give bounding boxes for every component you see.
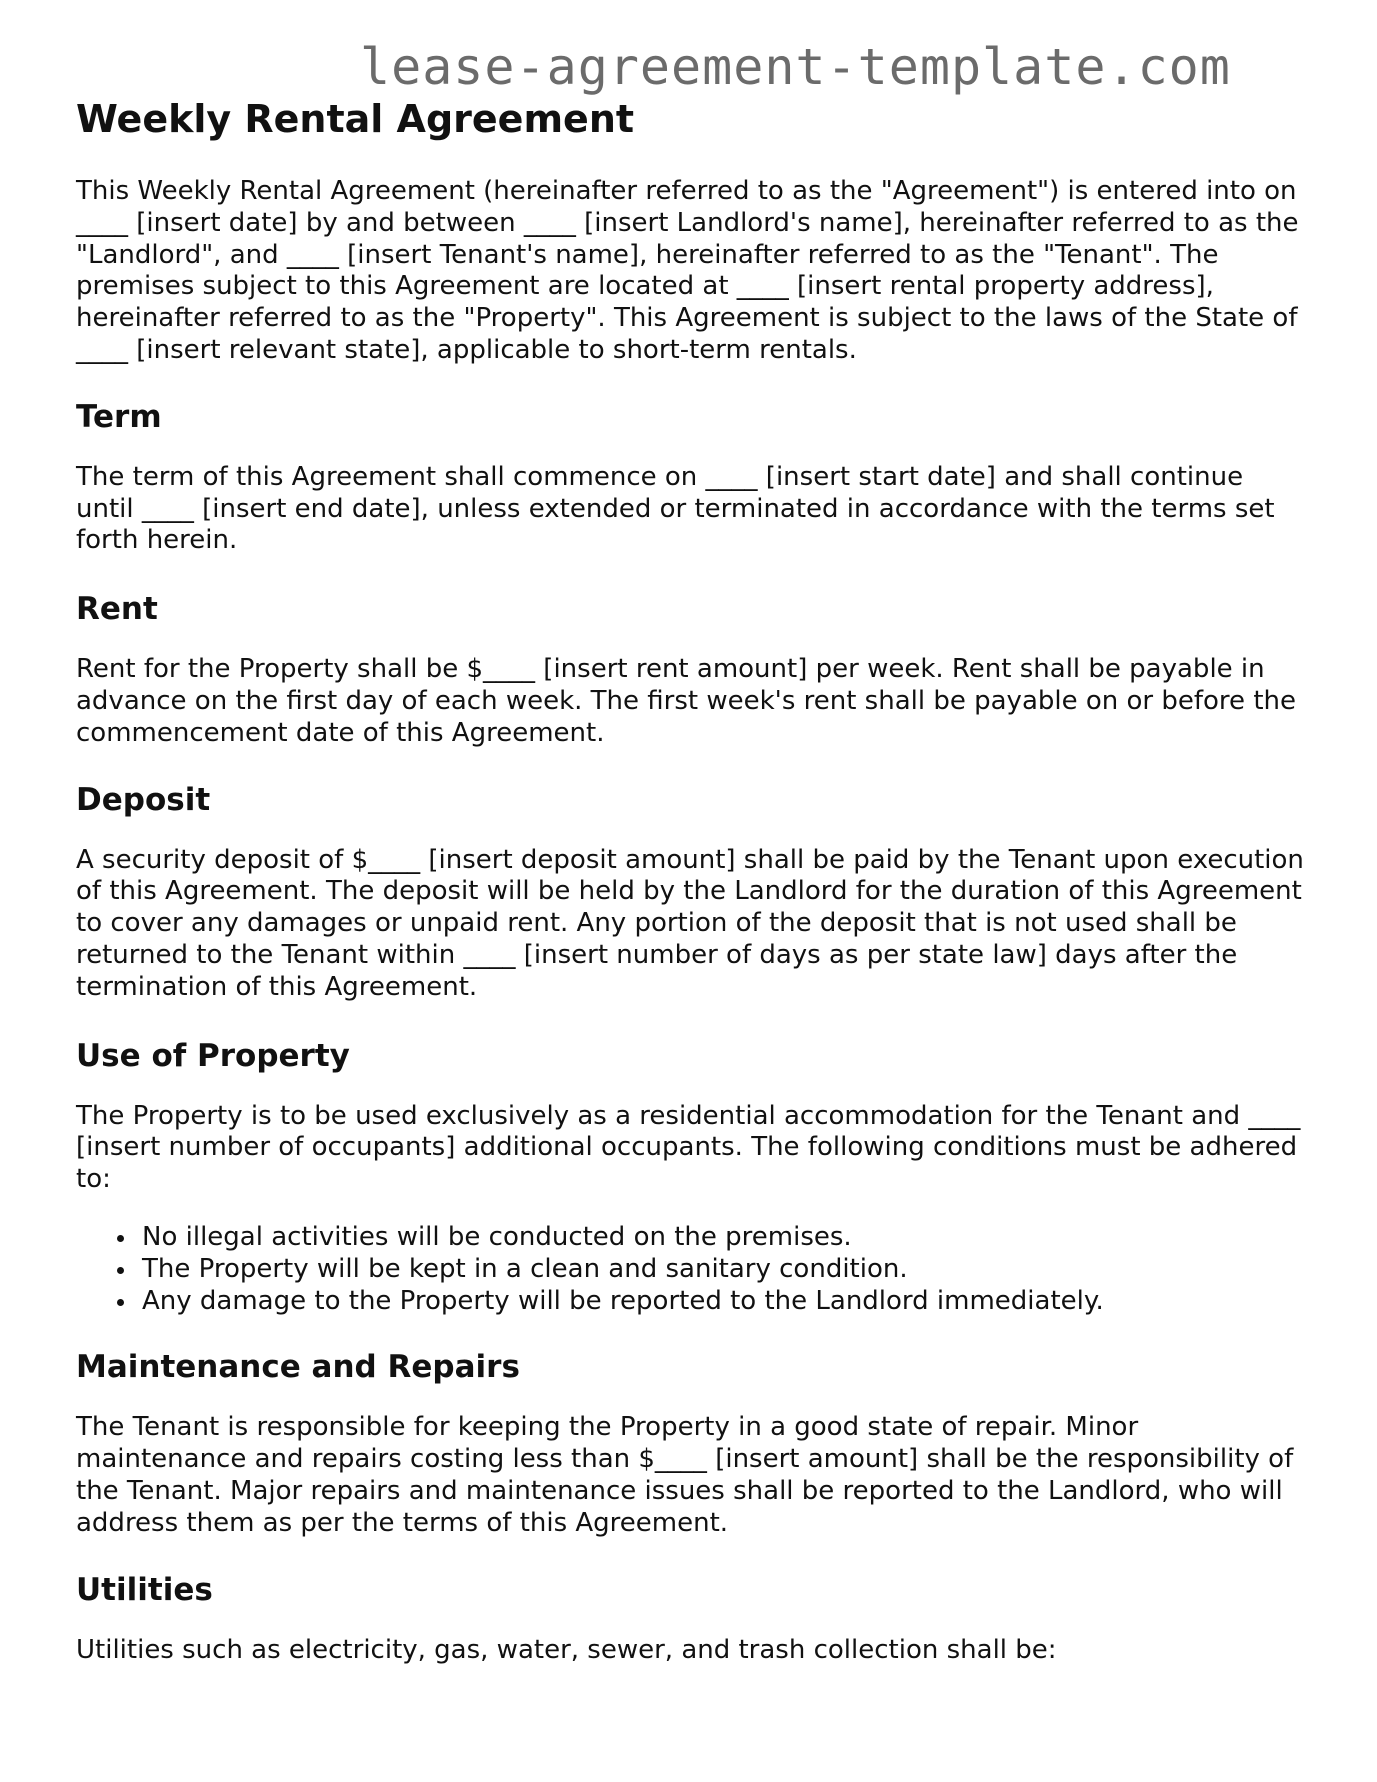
bullet-icon bbox=[117, 1235, 124, 1242]
deposit-paragraph: A security deposit of $____ [insert deposit amount] shall be paid by the Tenant upon execution of this Agreement. The deposit will be held by the Landlord for the duration of this Agreement to cover any damages or unpaid rent. Any portion of the deposit that is not used shall be returned to the Tenant within ____ [insert number of days as per state law] days after the termination of this Agreement. bbox=[76, 844, 1304, 1002]
condition-list-item bbox=[142, 1286, 1306, 1318]
maintenance-paragraph: The Tenant is responsible for keeping the Property in a good state of repair. Minor maintenance and repairs costing less than $____ [insert amount] shall be the responsibility of the Tenant. Major repairs and maintenance issues shall be reported to the Landlord, who will address them as per the terms of this Agreement. bbox=[76, 1412, 1294, 1538]
utilities-heading: Utilities bbox=[76, 1571, 213, 1608]
conditions-list bbox=[76, 1222, 1306, 1317]
site-watermark: lease-agreement-template.com bbox=[360, 38, 1231, 96]
condition-text: No illegal activities will be conducted on the premises. bbox=[142, 1221, 852, 1252]
bullet-icon bbox=[117, 1299, 124, 1306]
term-heading: Term bbox=[76, 398, 162, 435]
bullet-icon bbox=[117, 1267, 124, 1274]
use-of-property-heading: Use of Property bbox=[76, 1037, 350, 1074]
condition-list-item bbox=[142, 1254, 1306, 1286]
condition-text: Any damage to the Property will be reported to the Landlord immediately. bbox=[142, 1285, 1104, 1316]
rent-heading: Rent bbox=[76, 591, 158, 628]
rent-paragraph: Rent for the Property shall be $____ [insert rent amount] per week. Rent shall be payable in advance on the first day of each week. The first week's rent shall be payable on or before the commencement date of this Agreement. bbox=[76, 654, 1296, 748]
condition-list-item bbox=[142, 1222, 1306, 1254]
condition-text: The Property will be kept in a clean and sanitary condition. bbox=[142, 1253, 908, 1284]
use-of-property-paragraph: The Property is to be used exclusively as a residential accommodation for the Tenant and ____ [insert number of occupants] additional occupants. The following conditions must be adhered to: bbox=[76, 1100, 1301, 1195]
utilities-paragraph: Utilities such as electricity, gas, water, sewer, and trash collection shall be: bbox=[76, 1634, 1057, 1665]
document-page bbox=[76, 96, 1306, 1666]
term-paragraph: The term of this Agreement shall commence on ____ [insert start date] and shall continue until ____ [insert end date], unless extended or terminated in accordance with the terms set forth herein. bbox=[76, 461, 1275, 556]
intro-paragraph: This Weekly Rental Agreement (hereinafter referred to as the "Agreement") is entered into on ____ [insert date] by and between ____ [insert Landlord's name], hereinafter referred to as the "Landlord", and ____ [insert Tenant's name], hereinafter referred to as the "Tenant". The premises subject to this Agreement are located at ____ [insert rental property address], hereinafter referred to as the "Property". This Agreement is subject to the laws of the State of ____ [insert relevant state], applicable to short-term rentals. bbox=[76, 176, 1299, 365]
deposit-heading: Deposit bbox=[76, 781, 211, 818]
maintenance-heading: Maintenance and Repairs bbox=[76, 1349, 520, 1386]
document-title: Weekly Rental Agreement bbox=[76, 97, 635, 141]
